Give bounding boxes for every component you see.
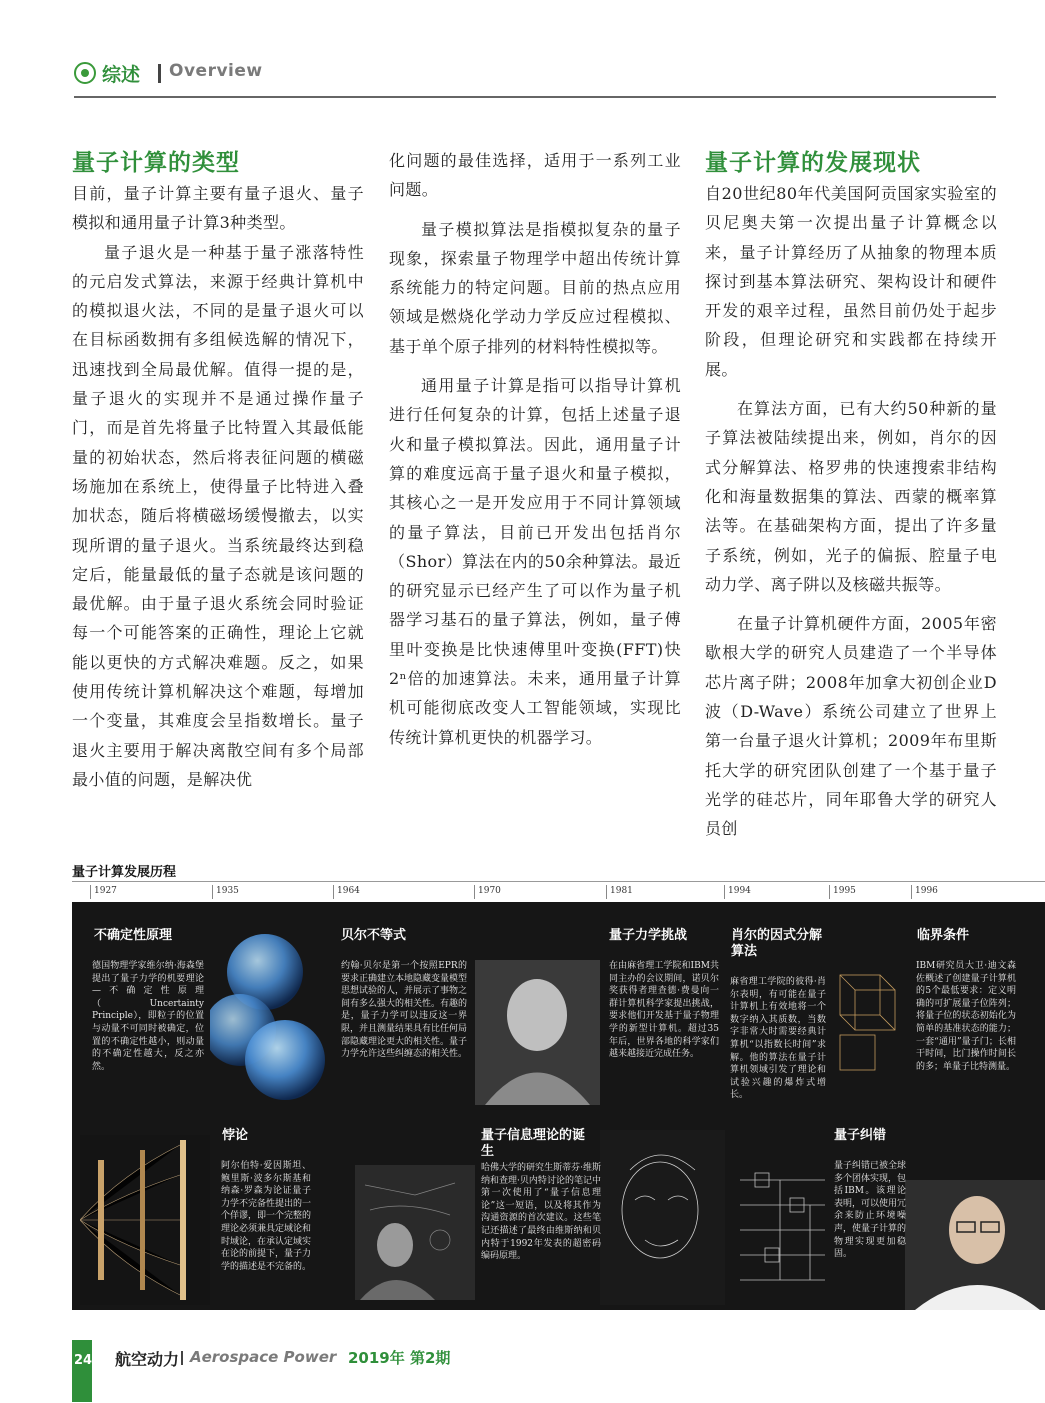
paragraph: 量子退火是一种基于量子涨落特性的元启发式算法，来源于经典计算机中的模拟退火法，不同的是量子退火可以在目标函数拥有多组候选解的情况下，迅速找到全局最优解。值得一提的是，量子退火的实现并不是通过操作量子门，而是首先将量子比特置入其最低能量的初始状态，然后将表征问题的横磁场施加在系统上，使得量子比特进入叠加状态，随后将横磁场缓慢撤去，以实现所谓的量子退火。当系统最终达到稳定后，能量最低的量子态就是该问题的最优解。由于量子退火系统会同时验证每一个可能答案的正确性，理论上它就能以更快的方式解决难题。反之，如果使用传统计算机解决这个难题，每增加一个变量，其难度会呈指数增长。量子退火主要用于解决离散空间有多个局部最小值的问题，是解决优 [72,242,364,789]
event-title: 肖尔的因式分解算法 [731,928,823,959]
event-title: 悖论 [222,1128,249,1143]
paragraph: 化问题的最佳选择，适用于一系列工业问题。 [389,151,681,200]
heading-types: 量子计算的类型 [72,150,240,176]
year-label: 1994 [724,885,751,899]
year-label: 1996 [911,885,938,899]
event-title: 临界条件 [917,928,970,943]
sketch-portrait [600,1130,725,1305]
spheres-illustration [210,930,325,1120]
timeline-rule [72,881,1045,882]
year-label: 1927 [90,885,117,899]
timeline-title: 量子计算发展历程 [72,865,177,880]
paragraph: 目前，量子计算主要有量子退火、量子模拟和通用量子计算3种类型。 [72,184,364,233]
event-text: 麻省理工学院的彼得·肖尔表明，有可能在量子计算机上有效地将一个数字纳入其质数，当数字非常大时需要经典计算机“以指数长时间”求解。他的算法在量子计算机领域引发了理论和试验兴趣的爆炸式增长。 [730,977,826,1101]
event-text: 约翰·贝尔是第一个按照EPR的要求正确建立本地隐藏变量模型思想试验的人，并展示了事物之间有多么强大的相关性。有趣的是，量子力学可以违反这一界限，并且测量结果具有比任何局部隐藏理论更大的相关性。量子力学允许这些纠缠态的相关性。 [341,961,468,1060]
footer-divider [181,1351,183,1365]
event-title: 量子信息理论的诞生 [481,1128,586,1159]
event-text: 哈佛大学的研究生斯蒂芬·维斯纳和查理·贝内特讨论的笔记中第一次使用了“量子信息理论”这一短语，以及将其作为沟通资源的首次建议。这些笔记还描述了最终由维斯纳和贝内特于1992年发表的超密码编码原理。 [481,1163,601,1262]
event-text: 在由麻省理工学院和IBM共同主办的会议期间，诺贝尔奖获得者理查德·费曼向一群计算机科学家提出挑战，要求他们开发基于量子物理学的新型计算机。超过35年后，世界各地的科学家们越来越接近完成任务。 [609,961,719,1060]
paragraph: 自20世纪80年代美国阿贡国家实验室的贝尼奥夫第一次提出量子计算概念以来，量子计算经历了从抽象的物理本质探讨到基本算法研究、架构设计和硬件开发的艰辛过程，虽然目前仍处于起步阶段，但理论研究和实践都在持续开展。 [705,184,997,379]
section-title: 综述 [102,64,141,86]
issue-label: 2019年 第2期 [348,1349,451,1367]
portrait-photo [475,960,600,1105]
year-label: 1970 [474,885,501,899]
article-column-2 [389,146,681,752]
event-text: 德国物理学家维尔纳·海森堡提出了量子力学的机要理论—不确定性原理（Uncertainty Principle），即粒子的位置与动量不可同时被确定，位置的不确定性越小，则动量的不确定性越大，反之亦然。 [92,961,204,1072]
portrait-photo [905,1180,1045,1310]
circuit-illustration [735,1165,830,1305]
paragraph: 量子模拟算法是指模拟复杂的量子现象，探索量子物理学中超出传统计算系统能力的特定问题。目前的热点应用领域是燃烧化学动力学反应过程模拟、基于单个原子排列的材料特性模拟等。 [389,219,681,356]
paragraph: 在算法方面，已有大约50种新的量子算法被陆续提出来，例如，肖尔的因式分解算法、格罗弗的快速搜索非结构化和海量数据集的算法、西蒙的概率算法等。在基础架构方面，提出了许多量子系统，例如，光子的偏振、腔量子电动力学、离子阱以及核磁共振等。 [705,399,997,594]
event-title: 贝尔不等式 [341,928,407,943]
article-column-1 [72,149,364,794]
event-title: 量子纠错 [834,1128,887,1143]
lattice-illustration [830,960,910,1080]
paragraph: 通用量子计算是指可以指导计算机进行任何复杂的计算，包括上述量子退火和量子模拟算法。因此，通用量子计算的难度远高于量子退火和量子模拟，其核心之一是开发应用于不同计算领域的量子算法，目前已开发出包括肖尔（Shor）算法在内的50余种算法。最近的研究显示已经产生了可以作为量子机器学习基石的量子算法，例如，量子傅里叶变换是比快速傅里叶变换(FFT)快2ⁿ倍的加速算法。未来，通用量子计算机可能彻底改变人工智能领域，实现比传统计算机更快的机器学习。 [389,376,681,747]
paragraph: 在量子计算机硬件方面，2005年密歇根大学的研究人员建造了一个半导体芯片离子阱；2008年加拿大初创企业D波（D-Wave）系统公司建立了世界上第一台量子退火计算机；2009年布里斯托大学的研究团队创建了一个基于量子光学的硅芯片，同年耶鲁大学的研究人员创 [705,614,997,839]
header-divider [158,64,161,83]
year-label: 1964 [333,885,360,899]
page-number: 24 [74,1353,93,1368]
event-text: 阿尔伯特·爱因斯坦、鲍里斯·波多尔斯基和纳森·罗森为论证量子力学不完备性提出的一个佯谬，即一个完整的理论必须兼具定域论和时域论，在承认定域实在论的前提下，量子力学的描述是不完备的。 [221,1161,312,1272]
year-label: 1995 [829,885,856,899]
event-title: 量子力学挑战 [609,928,688,943]
article-column-3 [705,149,997,844]
header-rule [74,96,996,98]
footer-page-tab [72,1340,92,1402]
logo-icon [74,62,96,84]
section-title-en: Overview [169,61,263,81]
blackboard-photo [355,1165,475,1300]
event-title: 不确定性原理 [94,928,173,943]
year-label: 1981 [606,885,633,899]
heading-status: 量子计算的发展现状 [705,150,921,176]
magazine-name: 航空动力 [115,1350,180,1369]
year-label: 1935 [212,885,239,899]
slit-diffraction-illustration [80,1135,210,1305]
event-text: 量子纠错已被全球多个团体实现，包括IBM。该理论表明，可以使用冗余来防止环境噪声，使量子计算的物理实现更加稳固。 [834,1161,907,1260]
event-text: IBM研究员大卫·迪文森佐概述了创建量子计算机的5个最低要求：定义明确的可扩展量子位阵列；将量子位的状态初始化为简单的基准状态的能力；一套“通用”量子门；长相干时间，比门操作时间长的多；单量子比特测量。 [916,961,1016,1072]
magazine-name-en: Aerospace Power [190,1348,337,1366]
